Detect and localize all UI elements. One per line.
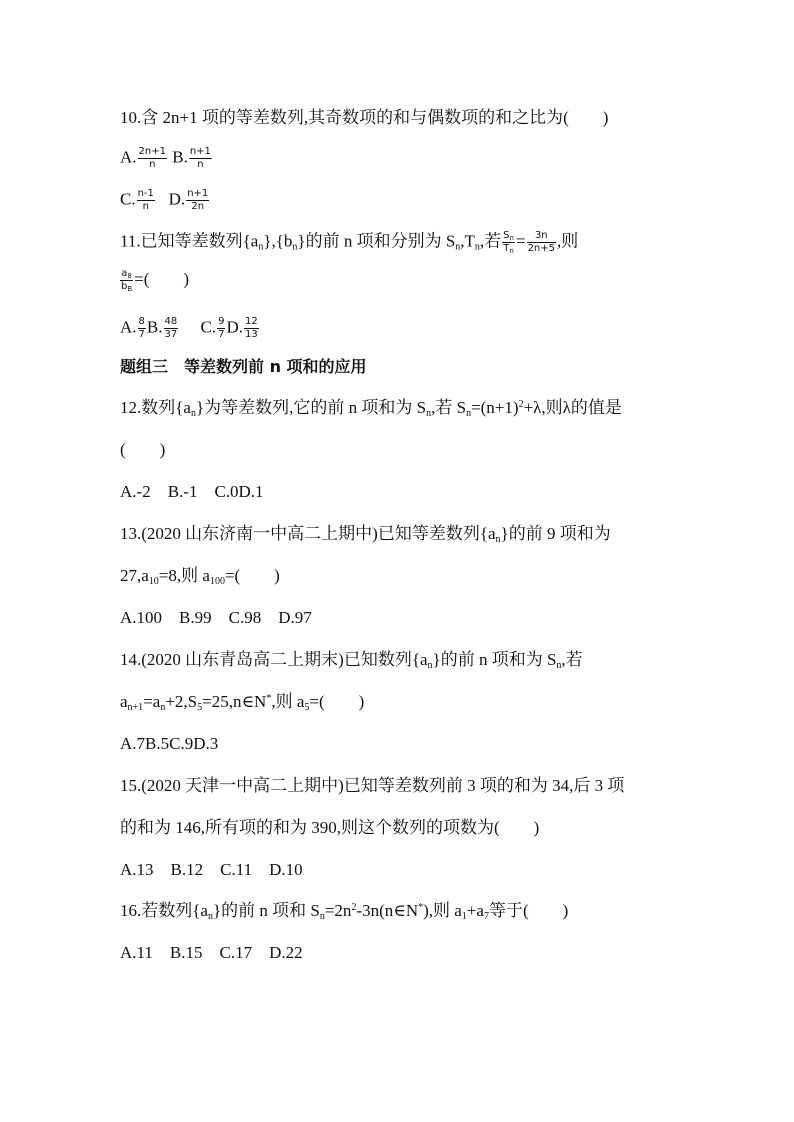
q13-stem-line1 [120,523,611,545]
q14-sub: 5 [304,702,310,713]
q11-option-a-label: A. [120,317,137,337]
q16-stem-part: }的前 n 项和 S [212,901,320,920]
q16-stem-part: 等于( ) [488,901,569,920]
q16-stem [120,900,568,922]
q10-option-c-denominator: n [142,201,149,212]
q11-option-c-fraction [217,316,225,341]
q14-stem-part: ,则 a [271,692,305,711]
q13-stem-part: =8,则 a [158,566,210,585]
q14-stem-part: 14.(2020 山东青岛高二上期末)已知数列{a [120,650,428,669]
q10-stem: 10.含 2n+1 项的等差数列,其奇数项的和与偶数项的和之比为( ) [120,108,609,127]
q11-option-b-numerator: 48 [164,316,178,327]
q10-option-a-denominator: n [149,159,156,170]
q16-options: A.11 B.15 C.17 D.22 [120,943,303,962]
q10-option-b-label: B. [172,147,188,167]
q12-stem-part: +λ,则λ的值是 [523,398,622,417]
q12-sub: n [190,408,196,419]
q14-sub: n [556,660,562,671]
q16-sub: n [319,911,325,922]
q11-sub: n [455,241,461,253]
q16-stem-part: =2n [324,901,352,920]
q12-stem-part: ,若 S [431,398,467,417]
q11-option-d-numerator: 12 [244,316,258,327]
q16-sup: 2 [351,902,357,913]
q11-option-a-denominator: 7 [138,329,145,340]
q14-stem-part: +2,S [165,692,198,711]
q10-option-a-numerator: 2n+1 [138,146,166,157]
q12-sub: n [466,408,472,419]
q14-stem-line1 [120,649,583,671]
q10-option-c-numerator: n-1 [137,188,154,199]
q10-option-c-label: C. [120,189,136,209]
q11-stem-part: ,若 [479,231,502,251]
q10-option-a-fraction [138,146,167,171]
q16-sub: n [207,911,213,922]
q11-option-d-fraction [244,316,259,341]
q11-ratio-fraction [502,230,515,255]
q10-options-cd [120,188,210,213]
q11-value-denominator: 2n+5 [527,243,556,254]
q11-stem-part: 11.已知等差数列{a [120,231,259,251]
q16-stem-part: ),则 a [423,901,462,920]
q11-option-b-fraction [164,316,179,341]
q14-stem-part: a [120,692,128,711]
q13-stem-part: }的前 9 项和为 [500,524,611,543]
q11-sub: n [509,247,514,255]
q11-ask-denominator-text: b [121,281,128,292]
q13-options: A.100 B.99 C.98 D.97 [120,608,312,627]
section-heading: 题组三 等差数列前 n 项和的应用 [120,357,367,376]
q14-stem-part: =( ) [309,692,365,711]
q14-stem-part: =25,n∈N [202,692,267,711]
q15-stem-line2: 的和为 146,所有项的和为 390,则这个数列的项数为( ) [120,818,540,837]
q11-stem-part: }的前 n 项和分别为 S [297,231,456,251]
q14-stem-part: ,若 [561,650,583,669]
q11-ratio-numerator-text: S [503,230,510,241]
q13-sub: n [495,534,501,545]
q11-options [120,316,260,341]
q13-stem-part: 27,a [120,566,149,585]
q11-option-c-label: C. [200,317,217,337]
q11-stem-part: ,T [460,231,475,251]
q11-ask-denominator [120,281,133,293]
q11-stem-part: ,则 [557,231,579,251]
q13-stem-line2 [120,565,280,587]
q10-options-ab [120,146,213,171]
q12-options: A.-2 B.-1 C.0D.1 [120,482,264,501]
q16-stem-part: +a [466,901,484,920]
q16-stem-part: -3n(n∈N [356,901,419,920]
q10-option-b-numerator: n+1 [189,146,211,157]
q11-ask-fraction [120,268,133,293]
q10-option-b-fraction [189,146,212,171]
q12-stem-part: =(n+1) [471,398,519,417]
q16-sub: 7 [483,911,489,922]
q11-sub: B [127,285,133,293]
q10-option-d-numerator: n+1 [187,188,209,199]
q12-stem [120,397,622,419]
q11-sub: n [474,241,480,253]
q14-sup: * [266,693,272,704]
q11-sub: n [292,241,298,253]
q12-stem-part: 12.数列{a [120,398,191,417]
q11-ask-numerator [120,268,133,281]
q15-stem-line1: 15.(2020 天津一中高二上期中)已知等差数列前 3 项的和为 34,后 3 项 [120,776,625,795]
q13-stem-part: 13.(2020 山东济南一中高二上期中)已知等差数列{a [120,524,496,543]
q10-option-a-label: A. [120,147,137,167]
q14-sub: n+1 [127,702,144,713]
q10-option-b-denominator: n [197,159,204,170]
q11-sub: n [258,241,264,253]
q10-option-d-denominator: 2n [191,201,205,212]
q14-sub: n [160,702,166,713]
q11-option-c-denominator: 7 [218,329,225,340]
q11-sub: 8 [127,272,132,280]
q16-sup: * [418,902,424,913]
q11-sub: n [509,234,514,242]
q11-option-a-fraction [138,316,146,341]
q13-stem-part: =( ) [224,566,280,585]
q11-option-d-label: D. [226,317,243,337]
q15-options: A.13 B.12 C.11 D.10 [120,860,303,879]
q11-value-numerator: 3n [527,230,556,243]
q11-ask-tail: =( ) [134,269,190,289]
q14-stem-part: }的前 n 项和为 S [432,650,557,669]
q11-ratio-denominator [502,243,515,255]
q11-option-d-denominator: 13 [244,329,258,340]
q14-sub: n [427,660,433,671]
q14-sub: 5 [197,702,203,713]
q12-blank: ( ) [120,440,166,459]
q10-option-d-fraction [186,188,209,213]
q11-value-fraction [527,230,556,255]
q11-ratio-denominator-text: T [503,243,510,254]
q14-stem-part: =a [143,692,161,711]
q11-option-a-numerator: 8 [138,316,145,327]
q14-stem-line2 [120,691,364,713]
q10-option-c-fraction [137,188,155,213]
q11-option-b-label: B. [146,317,163,337]
q12-sup: 2 [518,399,524,410]
q11-ratio-numerator [502,230,515,243]
q11-ask-numerator-text: a [121,268,128,279]
q13-sub: 10 [148,576,159,587]
q11-option-b-denominator: 37 [164,329,178,340]
q11-stem [120,230,578,255]
q11-equals: = [515,231,526,251]
q12-stem-part: }为等差数列,它的前 n 项和为 S [195,398,427,417]
q16-sub: 1 [461,911,467,922]
q16-stem-part: 16.若数列{a [120,901,208,920]
q13-sub: 100 [209,576,225,587]
q11-stem-part: },{b [263,231,293,251]
q12-sub: n [426,408,432,419]
q14-options: A.7B.5C.9D.3 [120,734,219,753]
q11-ask [120,268,189,293]
q10-option-d-label: D. [168,189,186,209]
q11-option-c-numerator: 9 [218,316,225,327]
